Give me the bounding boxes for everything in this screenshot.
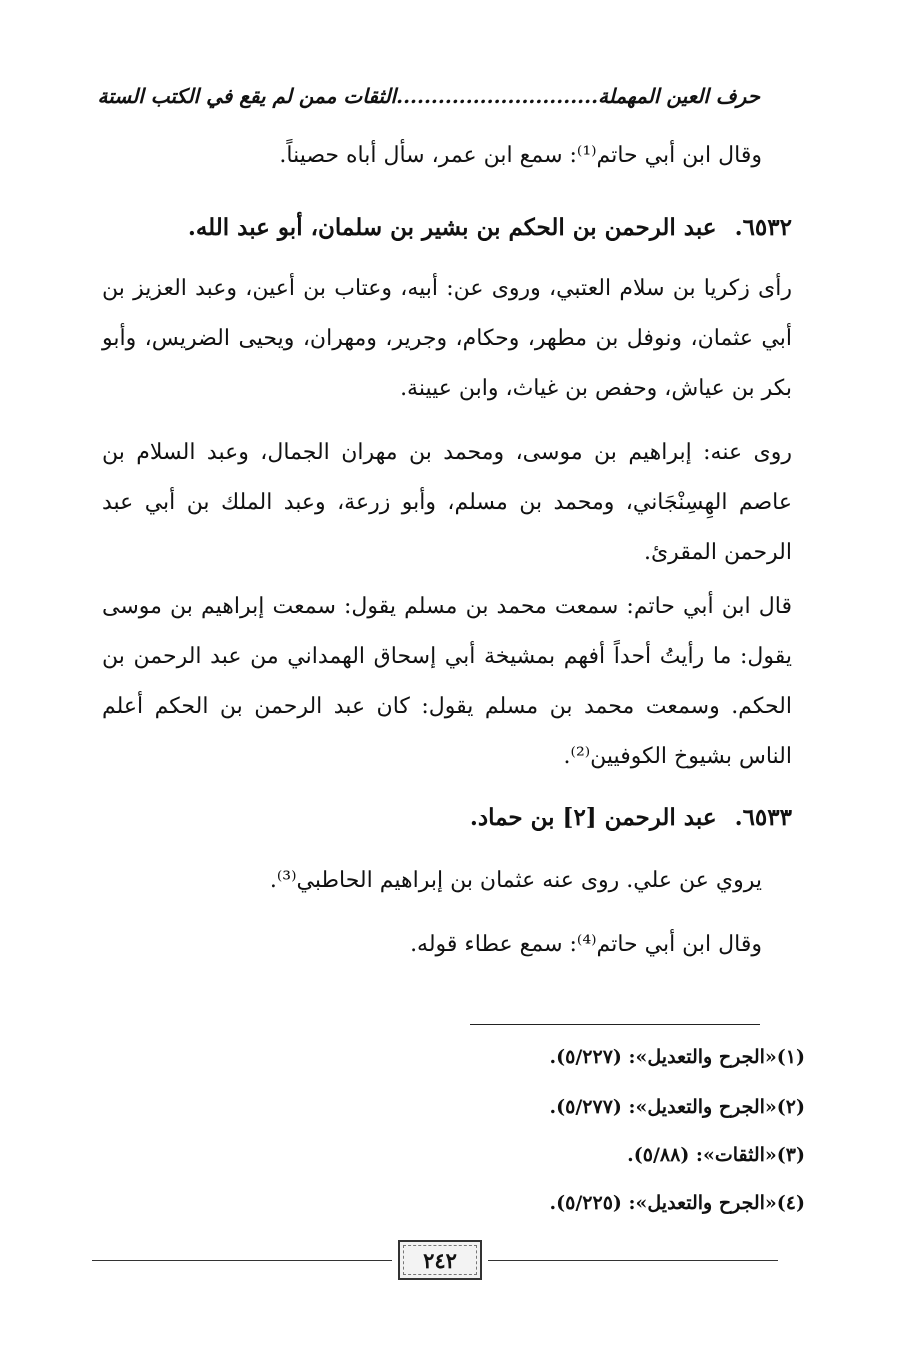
footnote-separator <box>470 1024 760 1025</box>
running-header: حرف العين المهملة.............................الثقات ممن لم يقع في الكتب الستة <box>97 84 760 108</box>
footnote-4: (٤)«الجرح والتعديل»: (٥/٢٢٥). <box>549 1192 805 1214</box>
footnote-2: (٢)«الجرح والتعديل»: (٥/٢٧٧). <box>549 1096 805 1118</box>
entry-paragraph: قال ابن أبي حاتم: سمعت محمد بن مسلم يقول: سمعت إبراهيم بن موسى يقول: ما رأيتُ أحداً أفهم بمشيخة أبي إسحاق الهمداني من عبد الرحمن بن الحكم. وسمعت محمد بن مسلم يقول: كان عبد الرحمن بن الحكم أعلم الناس بشيوخ الكوفيين⁽²⁾. <box>102 594 792 769</box>
entry-heading-6533 <box>102 796 792 840</box>
entry-name: عبد الرحمن بن الحكم بن بشير بن سلمان، أبو عبد الله. <box>187 214 717 241</box>
entry-paragraph: يروي عن علي. روى عنه عثمان بن إبراهيم الحاطبي⁽³⁾. <box>269 868 762 893</box>
intro-paragraph: وقال ابن أبي حاتم⁽¹⁾: سمع ابن عمر، سأل أباه حصيناً. <box>279 143 762 168</box>
entry-number: ٦٥٣٢. <box>734 214 792 241</box>
entry-number: ٦٥٣٣. <box>734 804 792 831</box>
entry-paragraph: رأى زكريا بن سلام العتبي، وروى عن: أبيه، وعتاب بن أعين، وعبد العزيز بن أبي عثمان، ونوفل بن مطهر، وحكام، وجرير، ومهران، ويحيى الضريس، وأبو بكر بن عياش، وحفص بن غياث، وابن عيينة. <box>102 276 792 401</box>
footer-rule-left <box>92 1260 392 1261</box>
entry-name: عبد الرحمن [٢] بن حماد. <box>469 804 717 831</box>
entry-paragraph: وقال ابن أبي حاتم⁽⁴⁾: سمع عطاء قوله. <box>410 932 762 957</box>
footer-rule-right <box>488 1260 778 1261</box>
footnote-1: (١)«الجرح والتعديل»: (٥/٢٢٧). <box>549 1046 805 1068</box>
entry-paragraph: روى عنه: إبراهيم بن موسى، ومحمد بن مهران الجمال، وعبد السلام بن عاصم الهِسِنْجَاني، ومحمد بن مسلم، وأبو زرعة، وعبد الملك بن أبي عبد الرحمن المقرئ. <box>102 440 792 565</box>
entry-heading-6532 <box>102 206 792 250</box>
footnote-3: (٣)«الثقات»: (٥/٨٨). <box>627 1144 805 1166</box>
page-number: ٢٤٢ <box>398 1240 482 1280</box>
